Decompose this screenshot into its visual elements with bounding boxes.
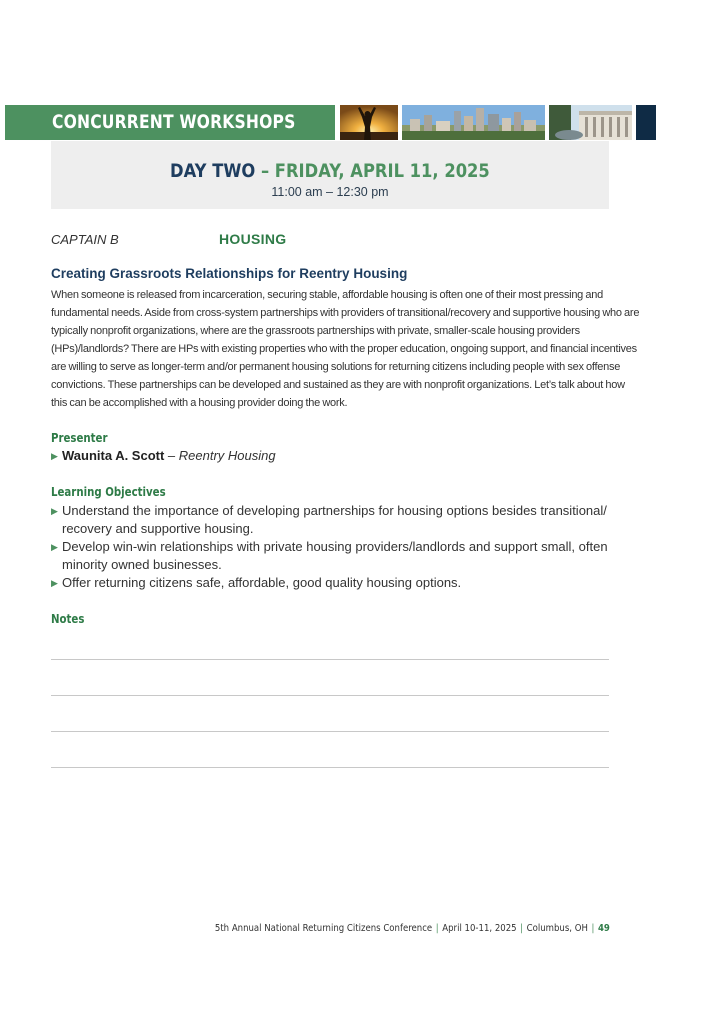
footer-location: Columbus, OH <box>526 923 589 934</box>
celebration-photo <box>340 105 398 140</box>
footer-separator: | <box>435 923 439 934</box>
page-number: 49 <box>598 923 610 934</box>
presenter-name: Waunita A. Scott <box>62 448 165 463</box>
notes-line <box>51 695 609 696</box>
footer-separator: | <box>591 923 595 934</box>
day-date: – FRIDAY, APRIL 11, 2025 <box>255 160 490 182</box>
day-heading <box>51 160 609 182</box>
navy-accent-block <box>636 105 656 140</box>
objective-text: Develop win-win relationships with private housing providers/landlords and support small, often minority owned businesses. <box>62 539 608 572</box>
city-skyline-photo <box>402 105 545 140</box>
session-description: When someone is released from incarceration, securing stable, affordable housing is often one of their most pressing and fundamental needs. Aside from cross-system partnerships with providers of transitional/recovery and supportive housing who are typically nonprofit organizations, where are the grassroots partnerships with private, smaller-scale housing providers (HPs)/landlords? There are HPs with existing properties who with the proper education, ongoing support, and financial incentives are willing to serve as longer-term and/or permanent housing solutions for returning citizens including people with sex offense convictions. These partnerships can be developed and sustained as they are with nonprofit organizations. Let’s talk about how this can be accomplished with a housing provider doing the work. <box>51 289 640 409</box>
day-header-band <box>51 141 609 209</box>
footer-separator: | <box>520 923 524 934</box>
page-footer <box>215 923 610 934</box>
footer-dates: April 10-11, 2025 <box>442 923 517 934</box>
bullet-arrow-icon: ▶ <box>51 451 58 461</box>
notes-line <box>51 659 609 660</box>
objective-item <box>51 502 616 538</box>
session-time: 11:00 am – 12:30 pm <box>271 185 389 199</box>
presenter-item <box>51 447 616 465</box>
notes-line <box>51 767 609 768</box>
presenter-heading: Presenter <box>51 431 108 445</box>
objective-item <box>51 574 616 592</box>
objective-text: Understand the importance of developing partnerships for housing options besides transitional/ recovery and supportive housing. <box>62 503 607 536</box>
day-label: DAY TWO <box>170 160 256 182</box>
footer-conference: 5th Annual National Returning Citizens Conference <box>214 923 433 934</box>
bullet-arrow-icon: ▶ <box>51 578 58 588</box>
session-title: Creating Grassroots Relationships for Reentry Housing <box>51 266 408 281</box>
banner-title: CONCURRENT WORKSHOPS <box>52 111 296 133</box>
section-banner <box>5 105 335 140</box>
presenter-affiliation: – Reentry Housing <box>164 448 276 463</box>
bullet-arrow-icon: ▶ <box>51 542 58 552</box>
notes-line <box>51 731 609 732</box>
government-building-photo <box>549 105 632 140</box>
track-name: HOUSING <box>219 231 287 247</box>
objective-item <box>51 538 616 574</box>
objective-text: Offer returning citizens safe, affordable, good quality housing options. <box>62 575 462 590</box>
bullet-arrow-icon: ▶ <box>51 506 58 516</box>
room-name: CAPTAIN B <box>51 232 119 247</box>
notes-heading: Notes <box>51 612 85 626</box>
objectives-heading: Learning Objectives <box>51 485 166 499</box>
